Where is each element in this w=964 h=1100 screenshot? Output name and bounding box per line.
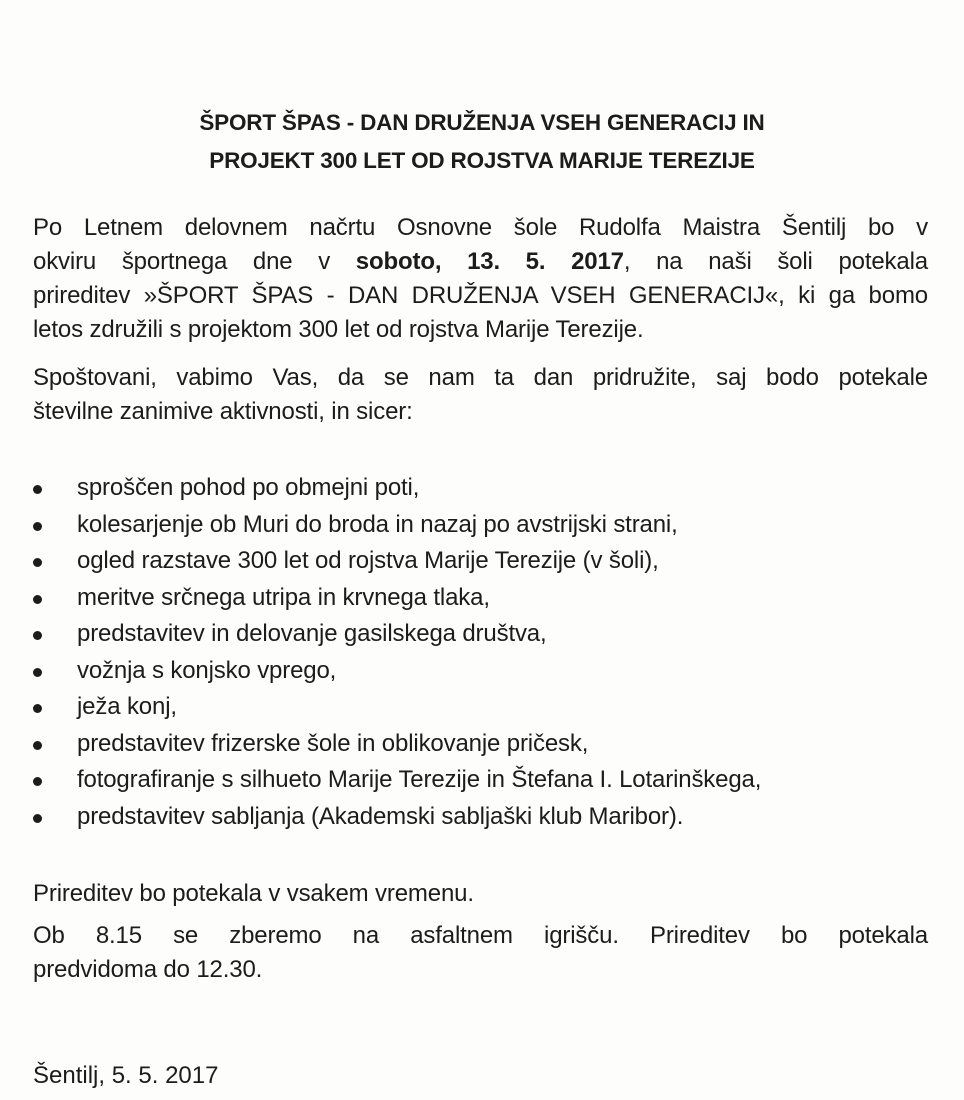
bullet-icon [33,558,42,567]
list-item: predstavitev sabljanja (Akademski sabljaški klub Maribor). [33,799,928,836]
schedule-paragraph [33,919,928,987]
event-date: soboto, 13. 5. 2017 [355,248,624,275]
bullet-icon [33,741,42,750]
intro-paragraph [33,211,928,347]
schedule-line-1: Ob 8.15 se zberemo na asfaltnem igrišču. Prireditev bo potekala [33,922,928,949]
bullet-icon [33,704,42,713]
weather-note [33,877,928,911]
list-item: predstavitev frizerske šole in oblikovanje pričesk, [33,726,928,763]
intro-line-2-start: okviru športnega dne v [33,248,331,275]
list-item: kolesarjenje ob Muri do broda in nazaj po avstrijski strani, [33,507,928,544]
list-item: ogled razstave 300 let od rojstva Marije Terezije (v šoli), [33,543,928,580]
bullet-icon [33,522,42,531]
bullet-icon [33,595,42,604]
list-item: ježa konj, [33,689,928,726]
intro-line-4: letos združili s projektom 300 let od rojstva Marije Terezije. [33,316,644,343]
schedule-line-2: predvidoma do 12.30. [33,956,263,983]
bullet-icon [33,631,42,640]
list-item: meritve srčnega utripa in krvnega tlaka, [33,580,928,617]
list-item: predstavitev in delovanje gasilskega društva, [33,616,928,653]
invitation-line-2: številne zanimive aktivnosti, in sicer: [33,398,413,425]
list-item: fotografiranje s silhueto Marije Terezije in Štefana I. Lotarinškega, [33,762,928,799]
intro-line-1: Po Letnem delovnem načrtu Osnovne šole Rudolfa Maistra Šentilj bo v [33,214,928,241]
document-title [0,104,964,180]
list-item: sproščen pohod po obmejni poti, [33,470,928,507]
intro-line-3: prireditev »ŠPORT ŠPAS - DAN DRUŽENJA VSEH GENERACIJ«, ki ga bomo [33,282,928,309]
title-line-1: ŠPORT ŠPAS - DAN DRUŽENJA VSEH GENERACIJ IN [199,110,765,135]
place-and-date: Šentilj, 5. 5. 2017 [33,1062,219,1089]
bullet-icon [33,814,42,823]
title-line-2: PROJEKT 300 LET OD ROJSTVA MARIJE TEREZIJE [209,148,755,173]
bullet-icon [33,668,42,677]
bullet-icon [33,485,42,494]
list-item: vožnja s konjsko vprego, [33,653,928,690]
invitation-line-1: Spoštovani, vabimo Vas, da se nam ta dan pridružite, saj bodo potekale [33,364,928,391]
bullet-icon [33,777,42,786]
intro-line-2 [33,245,928,279]
activities-list [33,470,928,835]
invitation-paragraph [33,361,928,429]
intro-line-2-end: , na naši šoli potekala [623,248,928,275]
weather-note-line: Prireditev bo potekala v vsakem vremenu. [33,880,474,907]
